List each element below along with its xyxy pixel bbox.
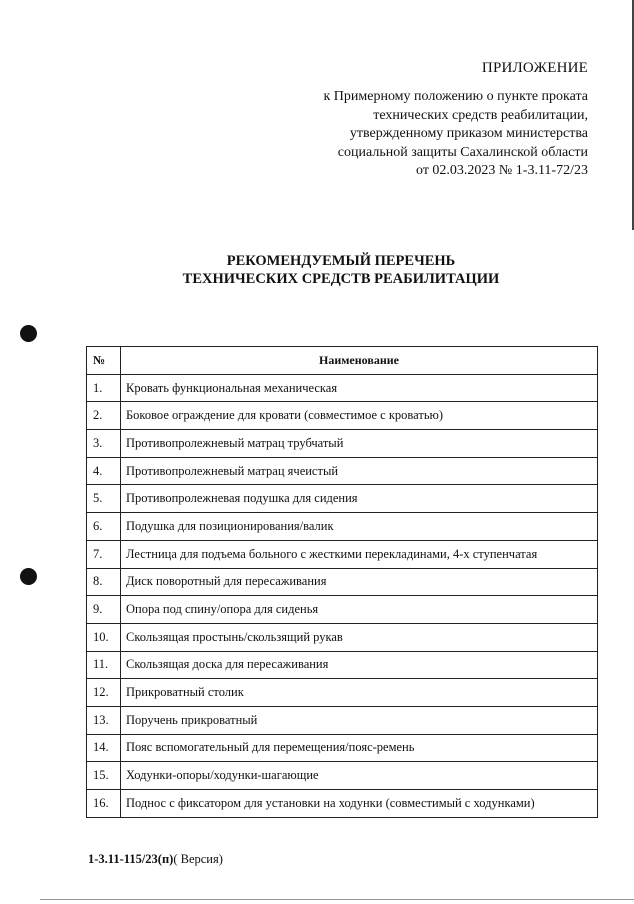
row-number: 10.	[87, 623, 121, 651]
row-number: 2.	[87, 402, 121, 430]
row-name: Кровать функциональная механическая	[121, 374, 598, 402]
scan-bottom-edge	[40, 899, 634, 900]
row-name: Опора под спину/опора для сиденья	[121, 596, 598, 624]
row-name: Скользящая простынь/скользящий рукав	[121, 623, 598, 651]
row-number: 9.	[87, 596, 121, 624]
table-row	[87, 596, 598, 624]
table-row	[87, 430, 598, 458]
table-row	[87, 568, 598, 596]
table-row	[87, 513, 598, 541]
row-number: 1.	[87, 374, 121, 402]
appendix-reference	[248, 88, 588, 181]
row-name: Поручень прикроватный	[121, 706, 598, 734]
row-number: 8.	[87, 568, 121, 596]
table-row	[87, 734, 598, 762]
row-name: Подушка для позиционирования/валик	[121, 513, 598, 541]
table-row	[87, 651, 598, 679]
table-header-row	[87, 347, 598, 375]
appendix-line: к Примерному положению о пункте проката	[323, 89, 588, 104]
row-number: 12.	[87, 679, 121, 707]
document-version: ( Версия)	[173, 852, 223, 866]
row-name: Противопролежневый матрац трубчатый	[121, 430, 598, 458]
appendix-line: от 02.03.2023 № 1-3.11-72/23	[416, 163, 588, 178]
appendix-line: социальной защиты Сахалинской области	[337, 144, 588, 160]
row-name: Диск поворотный для пересаживания	[121, 568, 598, 596]
document-code-number: 1-3.11-115/23(п)	[88, 852, 174, 866]
appendix-line: утвержденному приказом министерства	[349, 126, 588, 141]
row-name: Боковое ограждение для кровати (совместимое с кроватью)	[121, 402, 598, 430]
items-table	[86, 346, 598, 818]
row-name: Лестница для подъема больного с жесткими перекладинами, 4-х ступенчатая	[121, 540, 598, 568]
row-number: 13.	[87, 706, 121, 734]
document-title-line: РЕКОМЕНДУЕМЫЙ ПЕРЕЧЕНЬ	[226, 253, 456, 269]
table-row	[87, 679, 598, 707]
table-row	[87, 540, 598, 568]
row-number: 7.	[87, 540, 121, 568]
appendix-title: ПРИЛОЖЕНИЕ	[481, 60, 588, 76]
row-number: 16.	[87, 790, 121, 818]
appendix-line: технических средств реабилитации,	[373, 107, 588, 123]
row-name: Пояс вспомогательный для перемещения/пояс-ремень	[121, 734, 598, 762]
table-row	[87, 402, 598, 430]
punch-hole-icon	[20, 568, 37, 585]
row-number: 11.	[87, 651, 121, 679]
table-row	[87, 457, 598, 485]
row-number: 14.	[87, 734, 121, 762]
table-row	[87, 374, 598, 402]
row-number: 6.	[87, 513, 121, 541]
table-row	[87, 706, 598, 734]
document-title	[0, 252, 634, 288]
punch-hole-icon	[20, 325, 37, 342]
row-name: Скользящая доска для пересаживания	[121, 651, 598, 679]
row-name: Противопролежневая подушка для сидения	[121, 485, 598, 513]
table-row	[87, 485, 598, 513]
row-name: Поднос с фиксатором для установки на ходунки (совместимый с ходунками)	[121, 790, 598, 818]
row-name: Прикроватный столик	[121, 679, 598, 707]
row-name: Ходунки-опоры/ходунки-шагающие	[121, 762, 598, 790]
document-code	[88, 852, 223, 867]
row-number: 4.	[87, 457, 121, 485]
table-row	[87, 762, 598, 790]
document-title-line: ТЕХНИЧЕСКИХ СРЕДСТВ РЕАБИЛИТАЦИИ	[182, 271, 500, 287]
table-row	[87, 790, 598, 818]
row-name: Противопролежневый матрац ячеистый	[121, 457, 598, 485]
row-number: 3.	[87, 430, 121, 458]
table-row	[87, 623, 598, 651]
row-number: 5.	[87, 485, 121, 513]
column-header-number: №	[87, 347, 121, 375]
column-header-name: Наименование	[121, 347, 598, 375]
row-number: 15.	[87, 762, 121, 790]
